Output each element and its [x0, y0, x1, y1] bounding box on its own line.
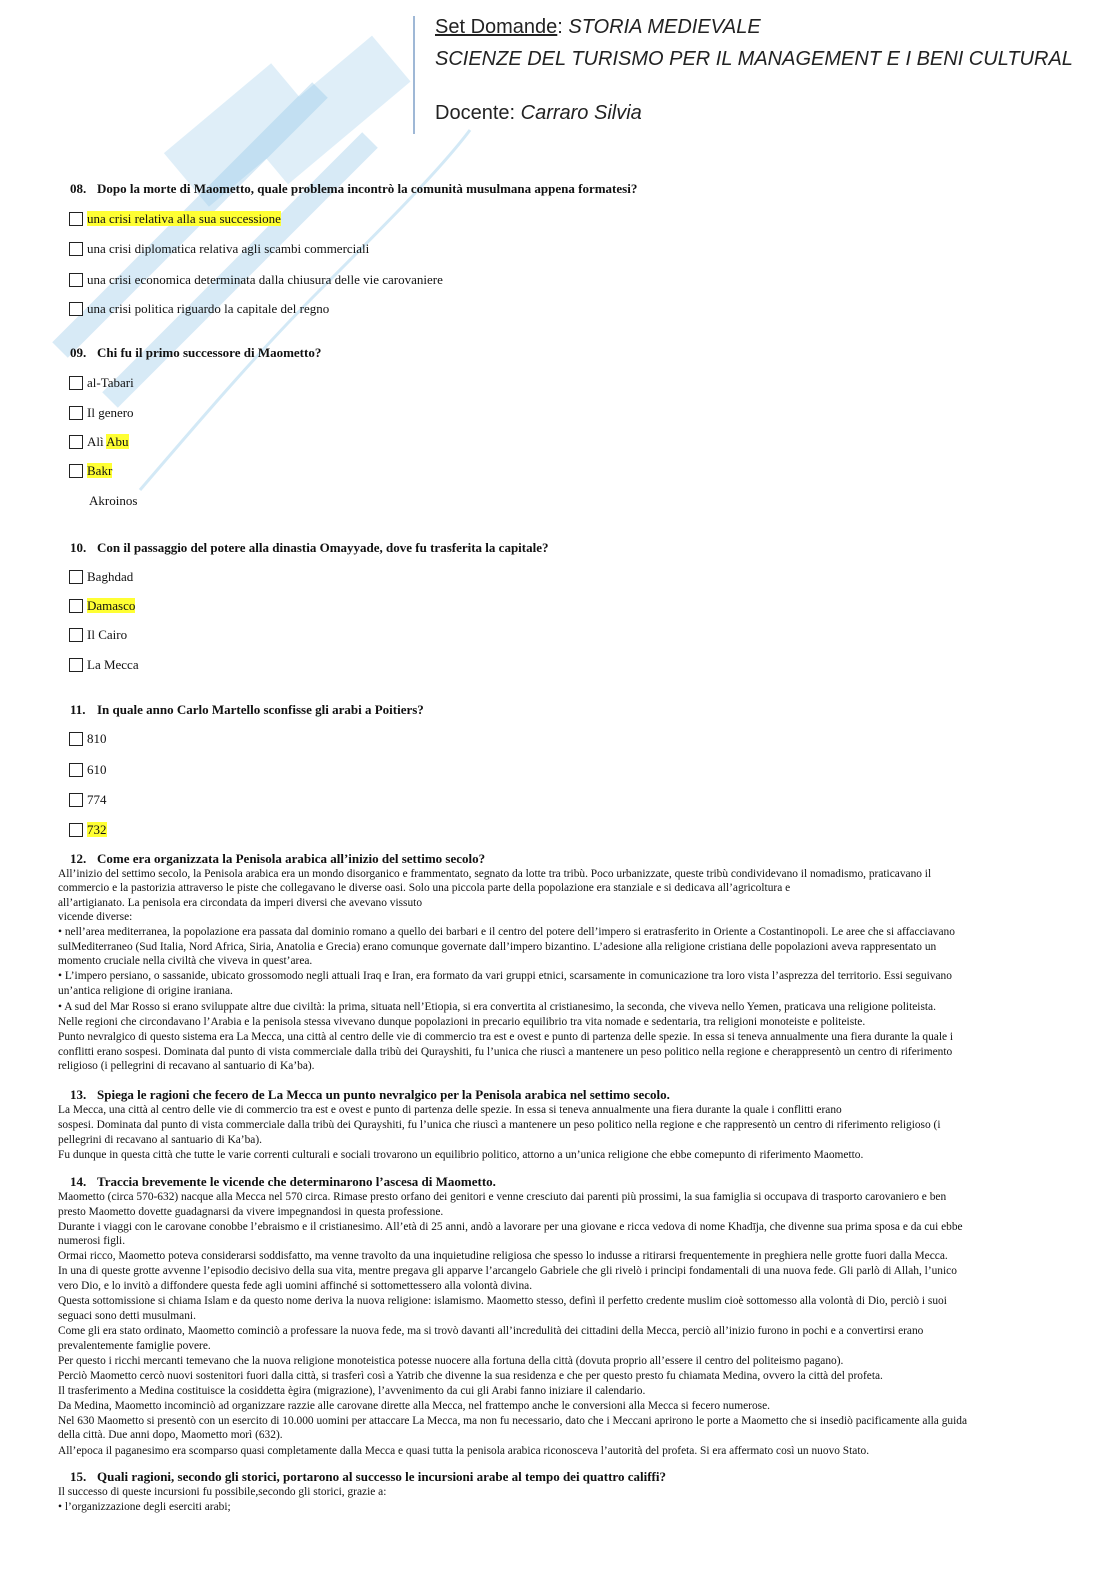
question-number: 12. — [70, 851, 87, 866]
course-name: SCIENZE DEL TURISMO PER IL MANAGEMENT E I BENI CULTURAL — [435, 48, 1073, 70]
checkbox[interactable] — [69, 302, 83, 316]
answer-line: vero Dio, e lo invitò a diffondere questa fede agli uomini affinché si sottomettessero alla volontà divina. — [58, 1280, 533, 1292]
answer-line: • L’impero persiano, o sassanide, ubicato grossomodo negli attuali Iraq e Iran, era formato da vari gruppi etnici, scarsamente in comunicazione tra loro vista l’asprezza del territorio. Essi seguivano — [58, 970, 952, 982]
option-text: Il genero — [87, 405, 134, 420]
q11-option-2[interactable] — [69, 761, 107, 778]
answer-line: Ormai ricco, Maometto poteva considerarsi soddisfatto, ma venne travolto da una inquietudine religiosa che spesso lo indusse a ritirarsi frequentemente in preghiera nelle grotte fuori dalla Mecca. — [58, 1250, 948, 1262]
checkbox[interactable] — [69, 242, 83, 256]
answer-line: vicende diverse: — [58, 911, 133, 923]
answer-line: sulMediterraneo (Sud Italia, Nord Africa, Siria, Anatolia e Grecia) erano comunque governate dall’impero bizantino. L’adesione alla religione cristiana delle popolazioni aveva rappresentato un — [58, 940, 937, 953]
answer-line: All’epoca il paganesimo era scomparso quasi completamente dalla Mecca e quasi tutta la penisola arabica riconosceva l’autorità del profeta. Si era affermato così un nuovo Stato. — [58, 1444, 870, 1457]
question-text: In quale anno Carlo Martello sconfisse gli arabi a Poitiers? — [97, 702, 424, 717]
q11-option-4[interactable] — [69, 821, 107, 838]
question-text: Spiega le ragioni che fecero de La Mecca un punto nevralgico per la Penisola arabica nel settimo secolo. — [97, 1087, 670, 1102]
q10-option-3[interactable] — [69, 626, 127, 643]
answer-line: • l’organizzazione degli eserciti arabi; — [58, 1501, 231, 1513]
question-11 — [70, 702, 424, 718]
teacher-name: Carraro Silvia — [520, 102, 642, 124]
answer-line: Perciò Maometto cercò nuovi sostenitori fuori dalla città, si trasferì così a Yatrib che divenne la sua residenza e che per questo presto fu chiamata Medina, ovvero la città del profeta. — [58, 1369, 883, 1382]
answer-line: prevalentemente famiglie povere. — [58, 1339, 211, 1352]
watermark-stroke — [110, 140, 370, 400]
option-text: Il Cairo — [87, 627, 128, 642]
q10-option-1[interactable] — [69, 568, 133, 585]
option-text: Bakr — [87, 463, 113, 478]
answer-line: Punto nevralgico di questo sistema era La Mecca, una città al centro delle vie di commercio tra est e ovest e punto di partenza delle spezie. In essa si teneva annualmente una fiera durante la quale i — [58, 1030, 954, 1043]
q09-option-3[interactable] — [69, 433, 129, 450]
teacher-label: Docente: — [435, 102, 516, 124]
option-text: una crisi diplomatica relativa agli scambi commerciali — [87, 241, 370, 256]
answer-line: religioso (i pellegrini di recavano al santuario di Ka’ba). — [58, 1060, 315, 1072]
question-text: Quali ragioni, secondo gli storici, portarono al successo le incursioni arabe al tempo dei quattro califfi? — [97, 1469, 666, 1484]
question-number: 14. — [70, 1174, 87, 1189]
answer-line: seguaci sono detti musulmani. — [58, 1309, 196, 1322]
answer-line: Fu dunque in questa città che tutte le varie correnti culturali e sociali trovarono un equilibrio politico, attorno a un’unica religione che ebbe comepunto di riferimento Maometto. — [58, 1148, 864, 1161]
option-text: una crisi economica determinata dalla chiusura delle vie carovaniere — [87, 272, 443, 287]
answer-line: commercio e la pastorizia attraverso le piste che collegavano le diverse oasi. Solo una piccola parte della popolazione era stanziale e si dedicava all’agricoltura e — [58, 882, 791, 894]
answer-line: Maometto (circa 570-632) nacque alla Mecca nel 570 circa. Rimase presto orfano dei genitori e venne cresciuto dai parenti più prossimi, la sua famiglia si occupava di trasporto carovaniero e ben — [58, 1190, 947, 1203]
answer-line: Durante i viaggi con le carovane conobbe l’ebraismo e il cristianesimo. All’età di 25 anni, andò a lavorare per una giovane e ricca vedova di nome Khadīja, che divenne sua prima sposa e da cui ebbe — [58, 1220, 963, 1233]
option-text: 610 — [87, 762, 107, 777]
answer-line: • A sud del Mar Rosso si erano sviluppate altre due civiltà: la prima, situata nell’Etiopia, si era convertita al cristianesimo, la seconda, che viveva nello Yemen, praticava una religione politeista. — [58, 1001, 936, 1013]
subject: STORIA MEDIEVALE — [568, 16, 761, 38]
option-text: 732 — [87, 822, 107, 837]
question-text: Con il passaggio del potere alla dinastia Omayyade, dove fu trasferita la capitale? — [97, 540, 549, 555]
answer-line: conflitti erano sospesi. Dominata dal punto di vista commerciale dalla tribù dei Qurayshiti, fu l’unica che riuscì a mantenere un peso politico nella regione e cherappresentò un centro di riferimento — [58, 1045, 953, 1058]
watermark-block — [249, 36, 410, 185]
set-label: Set Domande — [435, 16, 558, 38]
checkbox[interactable] — [69, 464, 83, 478]
option-text: Baghdad — [87, 569, 134, 584]
checkbox[interactable] — [69, 376, 83, 390]
option-text-highlight: Abu — [106, 434, 129, 449]
question-text: Chi fu il primo successore di Maometto? — [97, 345, 322, 360]
q08-option-3[interactable] — [69, 271, 443, 288]
answer-line: Per questo i ricchi mercanti temevano che la nuova religione monoteistica potesse nuocere alla fortuna della città (dovuta proprio all’essere il centro del politeismo pagano). — [58, 1354, 844, 1367]
question-number: 15. — [70, 1469, 87, 1484]
question-number: 13. — [70, 1087, 87, 1102]
answer-line: Da Medina, Maometto incominciò ad organizzare razzie alle carovane dirette alla Mecca, nel frattempo anche le conversioni alla Mecca si fecero numerose. — [58, 1399, 770, 1412]
option-text: La Mecca — [87, 657, 139, 672]
answer-line: Questa sottomissione si chiama Islam e da questo nome deriva la nuova religione: islamismo. Maometto stesso, definì il perfetto credente muslim cioè sottomesso alla volontà di Dio, perciò i suoi — [58, 1295, 947, 1307]
q08-option-2[interactable] — [69, 240, 369, 257]
question-text: Dopo la morte di Maometto, quale problema incontrò la comunità musulmana appena formatesi? — [97, 181, 638, 196]
answer-line: momento cruciale nella civiltà che viveva in quest’area. — [58, 955, 313, 967]
checkbox[interactable] — [69, 658, 83, 672]
option-text: 774 — [87, 792, 107, 807]
option-text: una crisi politica riguardo la capitale del regno — [87, 301, 330, 316]
question-number: 10. — [70, 540, 87, 555]
header-divider — [413, 16, 415, 134]
checkbox[interactable] — [69, 435, 83, 449]
checkbox[interactable] — [69, 763, 83, 777]
q09-option-2[interactable] — [69, 404, 134, 421]
option-text: Alì — [87, 434, 107, 449]
checkbox[interactable] — [69, 793, 83, 807]
answer-line: All’inizio del settimo secolo, la Penisola arabica era un mondo disorganico e frammentato, segnato da lotte tra tribù. Poco urbanizzate, queste tribù condividevano il nomadismo, praticavano il — [58, 867, 932, 880]
header-teacher — [435, 102, 642, 125]
answer-line: Nelle regioni che circondavano l’Arabia e la penisola stessa vivevano dunque popolazioni in precario equilibrio tra vita nomade e sedentaria, tra religioni monoteiste e politeiste. — [58, 1016, 866, 1028]
checkbox[interactable] — [69, 212, 83, 226]
checkbox[interactable] — [69, 406, 83, 420]
question-number: 08. — [70, 181, 87, 196]
question-10 — [70, 540, 549, 556]
q09-option-5-text: Akroinos — [89, 493, 138, 508]
option-text: al-Tabari — [87, 375, 134, 390]
question-08 — [70, 181, 637, 197]
answer-line: sospesi. Dominata dal punto di vista commerciale dalla tribù dei Qurayshiti, fu l’unica che riuscì a mantenere un peso politico nella regione e che rappresentò un centro di riferimento religioso (i — [58, 1119, 941, 1131]
option-text: Damasco — [87, 598, 136, 613]
q11-option-3[interactable] — [69, 791, 107, 808]
answer-line: Nel 630 Maometto si presentò con un esercito di 10.000 uomini per attaccare La Mecca, ma non fu necessario, dato che i Meccani aprirono le porte a Maometto che si insediò pacificamente alla guida — [58, 1414, 968, 1427]
answer-line: presto Maometto dovette guadagnarsi da vivere impegnandosi in questa professione. — [58, 1205, 444, 1218]
checkbox[interactable] — [69, 570, 83, 584]
answer-line: della città. Due anni dopo, Maometto morì (632). — [58, 1429, 283, 1441]
checkbox[interactable] — [69, 273, 83, 287]
question-14 — [70, 1174, 496, 1190]
answer-line: all’artigianato. La penisola era circondata da imperi diversi che avevano vissuto — [58, 896, 423, 909]
answer-line: pellegrini di recavano al santuario di Ka’ba). — [58, 1133, 262, 1146]
question-13 — [70, 1087, 670, 1103]
option-text: 810 — [87, 731, 107, 746]
question-text: Come era organizzata la Penisola arabica all’inizio del settimo secolo? — [97, 851, 486, 866]
q11-option-1[interactable] — [69, 730, 107, 747]
answer-line: un’antica religione di origine iraniana. — [58, 984, 233, 997]
question-number: 11. — [70, 702, 86, 717]
answer-line: Il successo di queste incursioni fu possibile,secondo gli storici, grazie a: — [58, 1486, 387, 1498]
checkbox[interactable] — [69, 823, 83, 837]
q10-option-4[interactable] — [69, 656, 139, 673]
q08-option-1[interactable] — [69, 210, 281, 227]
checkbox[interactable] — [69, 628, 83, 642]
answer-line: numerosi figli. — [58, 1235, 126, 1247]
q08-option-4[interactable] — [69, 300, 329, 317]
answer-line: Il trasferimento a Medina costituisce la cosiddetta ègira (migrazione), l’avvenimento da cui gli Arabi fanno iniziare il calendario. — [58, 1384, 646, 1397]
answer-line: In una di queste grotte avvenne l’episodio decisivo della sua vita, mentre pregava gli apparve l’arcangelo Gabriele che gli rivelò i principi fondamentali di una nuova fede. Gli parlò di Allah, l’unico — [58, 1265, 957, 1277]
answer-line: La Mecca, una città al centro delle vie di commercio tra est e ovest e punto di partenza delle spezie. In essa si teneva annualmente una fiera durante la quale i conflitti erano — [58, 1104, 842, 1116]
header-title: Set Domande: STORIA MEDIEVALE — [435, 16, 761, 38]
q10-option-2[interactable] — [69, 597, 135, 614]
question-15 — [70, 1469, 666, 1485]
checkbox[interactable] — [69, 599, 83, 613]
q09-option-1[interactable] — [69, 374, 134, 391]
question-number: 09. — [70, 345, 87, 360]
option-text: una crisi relativa alla sua successione — [87, 211, 281, 226]
question-09 — [70, 345, 321, 361]
question-12 — [70, 851, 485, 867]
q09-option-4[interactable] — [69, 462, 112, 479]
answer-line: Come gli era stato ordinato, Maometto cominciò a professare la nuova fede, ma si trovò davanti all’incredulità dei cittadini della Mecca, perciò all’inizio furono in pochi e a convertirsi erano — [58, 1324, 924, 1337]
question-text: Traccia brevemente le vicende che determinarono l’ascesa di Maometto. — [97, 1174, 496, 1189]
header-course — [435, 48, 1073, 71]
answer-line: • nell’area mediterranea, la popolazione era passata dal dominio romano a quello dei barbari e il centro del potere dell’impero si eratrasferito in Oriente a Costantinopoli. Le aree che si affacciavano — [58, 926, 955, 938]
checkbox[interactable] — [69, 732, 83, 746]
